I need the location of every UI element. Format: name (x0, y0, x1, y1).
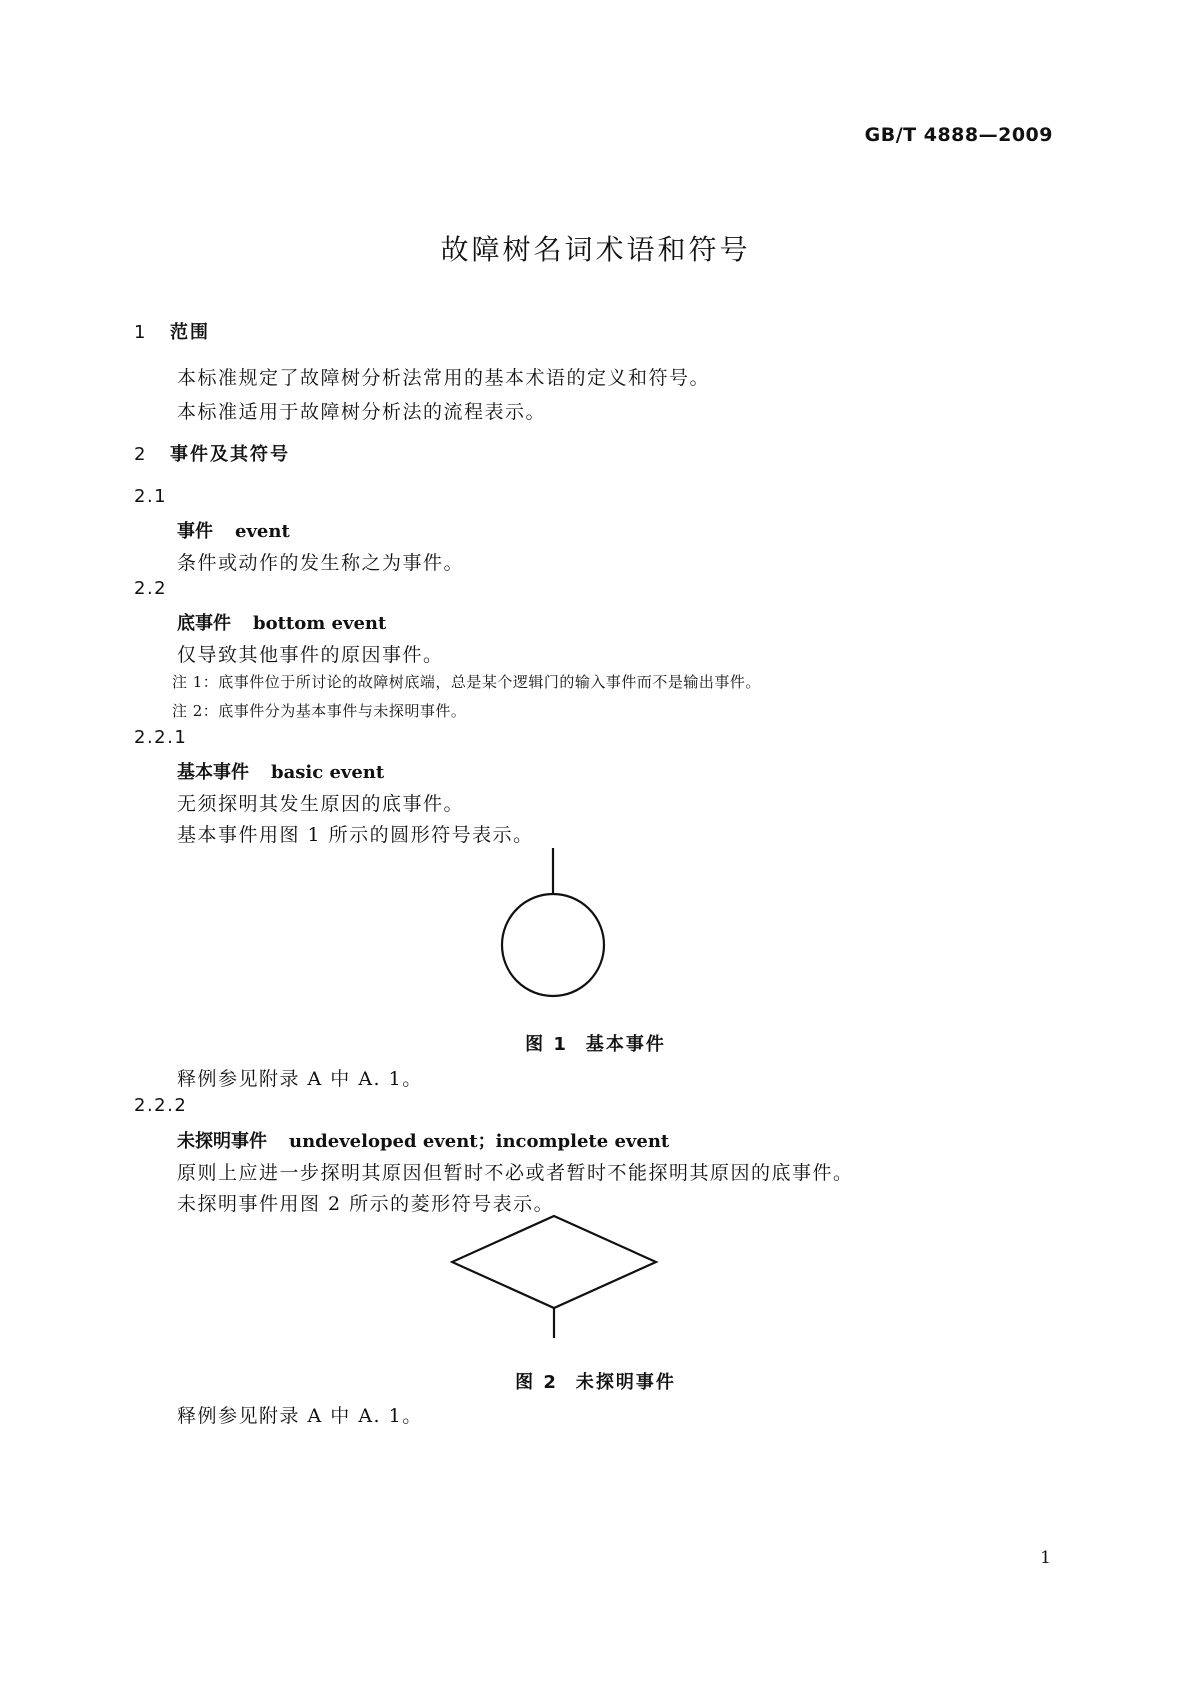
section-2-heading (134, 440, 290, 466)
document-title: 故障树名词术语和符号 (440, 233, 751, 266)
example-reference: 释例参见附录 A 中 A. 1。 (177, 1405, 423, 1427)
paragraph: 本标准适用于故障树分析法的流程表示。 (177, 401, 547, 423)
term-zh: 事件 (177, 521, 213, 542)
circle-shape (502, 894, 604, 996)
figure-2-caption (0, 1368, 1191, 1394)
clause-number: 2.1 (134, 486, 168, 507)
figure-number: 图 1 (525, 1034, 568, 1055)
section-title: 范围 (170, 322, 210, 343)
diamond-shape (452, 1216, 656, 1308)
term-heading (177, 758, 384, 784)
symbol-description: 基本事件用图 1 所示的圆形符号表示。 (177, 824, 534, 846)
section-number: 1 (134, 322, 148, 343)
figure-1-caption (0, 1030, 1191, 1056)
figure-title: 未探明事件 (575, 1372, 676, 1393)
clause-number: 2.2.1 (134, 727, 188, 748)
paragraph: 本标准规定了故障树分析法常用的基本术语的定义和符号。 (177, 367, 711, 389)
term-heading (177, 609, 386, 635)
clause-number: 2.2 (134, 578, 168, 599)
term-zh: 底事件 (177, 613, 231, 634)
definition: 条件或动作的发生称之为事件。 (177, 552, 465, 574)
definition: 无须探明其发生原因的底事件。 (177, 793, 465, 815)
symbol-description: 未探明事件用图 2 所示的菱形符号表示。 (177, 1193, 555, 1215)
term-zh: 基本事件 (177, 762, 249, 783)
term-zh: 未探明事件 (177, 1131, 267, 1152)
term-en: event (235, 521, 290, 542)
figure-number: 图 2 (515, 1372, 558, 1393)
term-en: bottom event (253, 613, 387, 634)
standard-number: GB/T 4888—2009 (864, 124, 1053, 146)
example-reference: 释例参见附录 A 中 A. 1。 (177, 1068, 423, 1090)
basic-event-circle-symbol (500, 848, 610, 1000)
note-1: 注 1：底事件位于所讨论的故障树底端，总是某个逻辑门的输入事件而不是输出事件。 (172, 673, 761, 691)
definition: 仅导致其他事件的原因事件。 (177, 644, 444, 666)
term-heading (177, 517, 290, 543)
term-en: undeveloped event；incomplete event (289, 1131, 670, 1152)
page-number: 1 (1040, 1548, 1051, 1568)
term-heading (177, 1127, 669, 1153)
definition: 原则上应进一步探明其原因但暂时不必或者暂时不能探明其原因的底事件。 (177, 1162, 854, 1184)
clause-number: 2.2.2 (134, 1095, 188, 1116)
undeveloped-event-diamond-symbol (450, 1214, 660, 1340)
figure-title: 基本事件 (585, 1034, 666, 1055)
note-2: 注 2：底事件分为基本事件与未探明事件。 (172, 702, 467, 720)
section-title: 事件及其符号 (170, 444, 290, 465)
term-en: basic event (271, 762, 385, 783)
section-1-heading (134, 318, 210, 344)
section-number: 2 (134, 444, 148, 465)
